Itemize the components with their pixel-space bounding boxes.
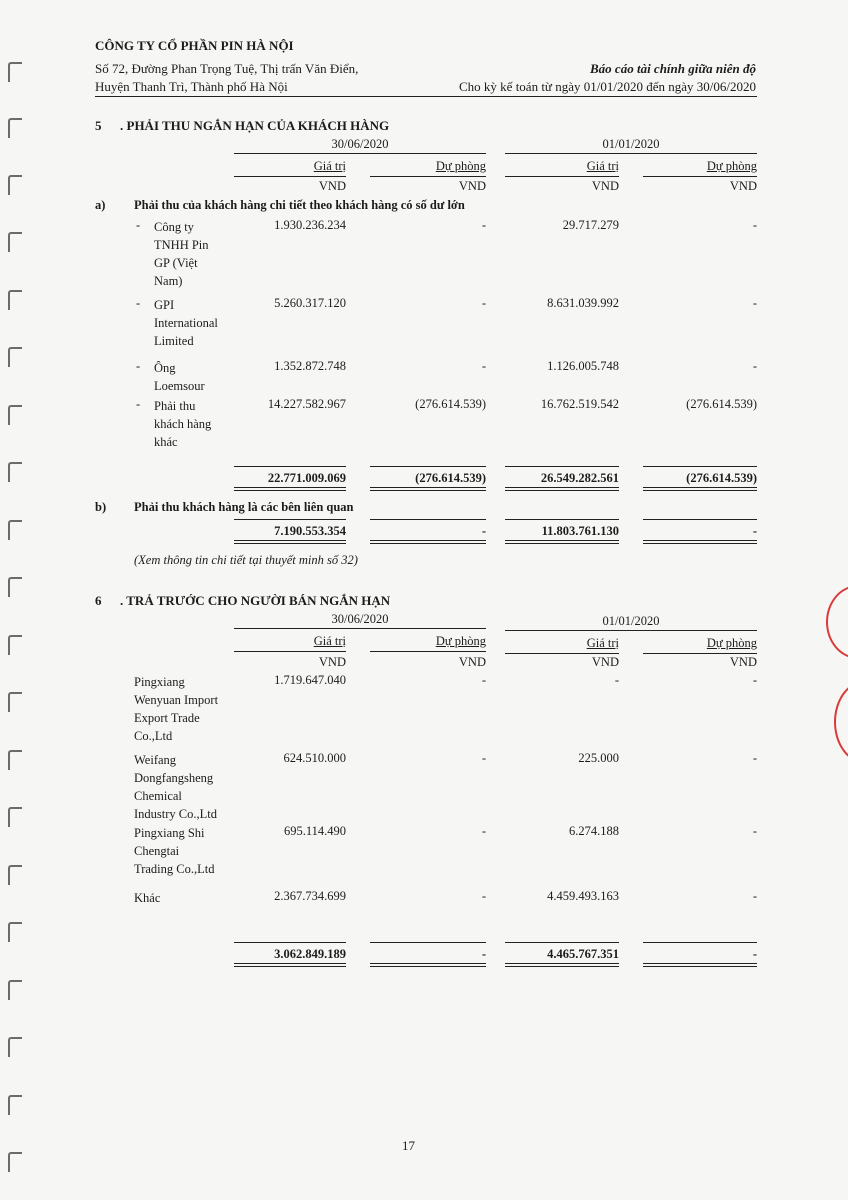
s5-unit-2: VND: [458, 179, 486, 193]
total-provision: (276.614.539): [686, 471, 757, 485]
rule: [234, 466, 346, 467]
rule: [234, 519, 346, 520]
rule: [505, 519, 619, 520]
rule: [505, 942, 619, 943]
row-name: GPI International Limited: [154, 298, 218, 348]
rule: [643, 942, 757, 943]
total-provision: (276.614.539): [415, 471, 486, 485]
section5b-label: b): [95, 500, 107, 514]
s6-col-value-1: Giá trị: [313, 634, 346, 648]
total-provision: -: [481, 947, 486, 961]
cell-provision: -: [481, 751, 486, 765]
s5-col-value-1: Giá trị: [313, 159, 346, 173]
double-rule: [505, 487, 619, 491]
cell-value: 1.719.647.040: [274, 673, 346, 687]
section5-date1: 30/06/2020: [331, 137, 389, 151]
cell-provision: -: [752, 359, 757, 373]
s5-col-value-2: Giá trị: [586, 159, 619, 173]
double-rule: [643, 540, 757, 544]
row-name: Ông Loemsour: [154, 361, 205, 393]
double-rule: [643, 963, 757, 967]
cell-provision: -: [752, 673, 757, 687]
row-name: Phải thu khách hàng khác: [154, 399, 212, 449]
date1-rule: [234, 628, 486, 629]
section5b-title: Phải thu khách hàng là các bên liên quan: [134, 500, 354, 514]
rule: [370, 466, 486, 467]
row-dash: -: [136, 218, 141, 232]
s6-col-value-2: Giá trị: [586, 636, 619, 650]
cell-provision: -: [481, 218, 486, 232]
report-period: Cho kỳ kế toán từ ngày 01/01/2020 đến ngày 30/06/2020: [459, 79, 756, 94]
rule: [370, 651, 486, 652]
section6-title: . TRẢ TRƯỚC CHO NGƯỜI BÁN NGẮN HẠN: [120, 593, 391, 608]
cell-provision: -: [481, 296, 486, 310]
cell-value: 695.114.490: [283, 824, 346, 838]
cell-value: 8.631.039.992: [547, 296, 619, 310]
section5-title: . PHẢI THU NGẮN HẠN CỦA KHÁCH HÀNG: [120, 118, 390, 133]
double-rule: [370, 487, 486, 491]
s6-unit-3: VND: [591, 655, 619, 669]
cell-provision: -: [752, 824, 757, 838]
rule: [643, 653, 757, 654]
rule: [370, 176, 486, 177]
cell-value: 225.000: [578, 751, 619, 765]
cell-provision: -: [752, 218, 757, 232]
rule: [643, 466, 757, 467]
double-rule: [234, 487, 346, 491]
double-rule: [505, 963, 619, 967]
s6-unit-2: VND: [458, 655, 486, 669]
s6-col-prov-2: Dự phòng: [706, 636, 757, 650]
date1-rule: [234, 153, 486, 154]
b-total-provision: -: [752, 524, 757, 538]
s5-col-prov-1: Dự phòng: [435, 159, 486, 173]
cell-value: 2.367.734.699: [274, 889, 346, 903]
row-dash: -: [136, 296, 141, 310]
section5a-title: Phải thu của khách hàng chi tiết theo khách hàng có số dư lớn: [134, 198, 465, 212]
cell-value: -: [614, 673, 619, 687]
s5-unit-1: VND: [318, 179, 346, 193]
section6-number: 6: [95, 593, 102, 608]
cell-provision: -: [481, 824, 486, 838]
cell-value: 1.352.872.748: [274, 359, 346, 373]
rule: [370, 942, 486, 943]
section5-number: 5: [95, 118, 102, 133]
total-provision: -: [752, 947, 757, 961]
cell-provision: -: [752, 889, 757, 903]
rule: [234, 651, 346, 652]
row-name: Weifang Dongfangsheng Chemical Industry Co.,Ltd: [134, 753, 217, 821]
date2-rule: [505, 630, 757, 631]
company-name: CÔNG TY CỔ PHẦN PIN HÀ NỘI: [95, 38, 294, 53]
section5-date2: 01/01/2020: [602, 137, 660, 151]
double-rule: [370, 540, 486, 544]
rule: [234, 176, 346, 177]
page-number: 17: [402, 1138, 415, 1153]
s5-unit-4: VND: [729, 179, 757, 193]
date2-rule: [505, 153, 757, 154]
address-line-2: Huyện Thanh Trì, Thành phố Hà Nội: [95, 79, 288, 94]
section6-date2: 01/01/2020: [602, 614, 660, 628]
cell-provision: -: [752, 296, 757, 310]
cell-value: 16.762.519.542: [540, 397, 619, 411]
s5-unit-3: VND: [591, 179, 619, 193]
row-name: Công ty TNHH Pin GP (Việt Nam): [154, 220, 209, 288]
red-stamp-edge: [826, 585, 848, 659]
cell-provision: -: [481, 673, 486, 687]
cell-value: 1.930.236.234: [274, 218, 346, 232]
cell-value: 29.717.279: [562, 218, 619, 232]
section5a-label: a): [95, 198, 106, 212]
total-value: 26.549.282.561: [540, 471, 619, 485]
row-name: Pingxiang Wenyuan Import Export Trade Co.,Ltd: [134, 675, 219, 743]
double-rule: [234, 540, 346, 544]
b-total-value: 11.803.761.130: [541, 524, 619, 538]
report-title: Báo cáo tài chính giữa niên độ: [590, 61, 756, 76]
section6-date1: 30/06/2020: [331, 612, 389, 626]
rule: [234, 942, 346, 943]
rule: [370, 519, 486, 520]
double-rule: [643, 487, 757, 491]
cell-provision: (276.614.539): [415, 397, 486, 411]
total-value: 3.062.849.189: [274, 947, 346, 961]
b-total-provision: -: [481, 524, 486, 538]
row-name: Pingxiang Shi Chengtai Trading Co.,Ltd: [134, 826, 215, 876]
section5-note: (Xem thông tin chi tiết tại thuyết minh số 32): [134, 553, 358, 567]
s6-unit-1: VND: [318, 655, 346, 669]
cell-value: 1.126.005.748: [547, 359, 619, 373]
cell-value: 14.227.582.967: [267, 397, 346, 411]
double-rule: [505, 540, 619, 544]
rule: [505, 466, 619, 467]
s6-col-prov-1: Dự phòng: [435, 634, 486, 648]
cell-provision: -: [481, 359, 486, 373]
cell-provision: -: [752, 751, 757, 765]
total-value: 22.771.009.069: [267, 471, 346, 485]
rule: [643, 176, 757, 177]
row-dash: -: [136, 359, 141, 373]
double-rule: [234, 963, 346, 967]
rule: [505, 653, 619, 654]
cell-value: 624.510.000: [283, 751, 346, 765]
row-dash: -: [136, 397, 141, 411]
cell-value: 5.260.317.120: [274, 296, 346, 310]
rule: [643, 519, 757, 520]
total-value: 4.465.767.351: [547, 947, 619, 961]
double-rule: [370, 963, 486, 967]
cell-value: 4.459.493.163: [547, 889, 619, 903]
cell-value: 6.274.188: [569, 824, 619, 838]
rule: [505, 176, 619, 177]
cell-provision: (276.614.539): [686, 397, 757, 411]
red-stamp-edge-2: [834, 680, 848, 764]
s5-col-prov-2: Dự phòng: [706, 159, 757, 173]
row-name: Khác: [134, 891, 161, 905]
s6-unit-4: VND: [729, 655, 757, 669]
cell-provision: -: [481, 889, 486, 903]
address-line-1: Số 72, Đường Phan Trọng Tuệ, Thị trấn Văn Điển,: [95, 61, 359, 76]
header-rule: [95, 96, 757, 97]
b-total-value: 7.190.553.354: [274, 524, 346, 538]
